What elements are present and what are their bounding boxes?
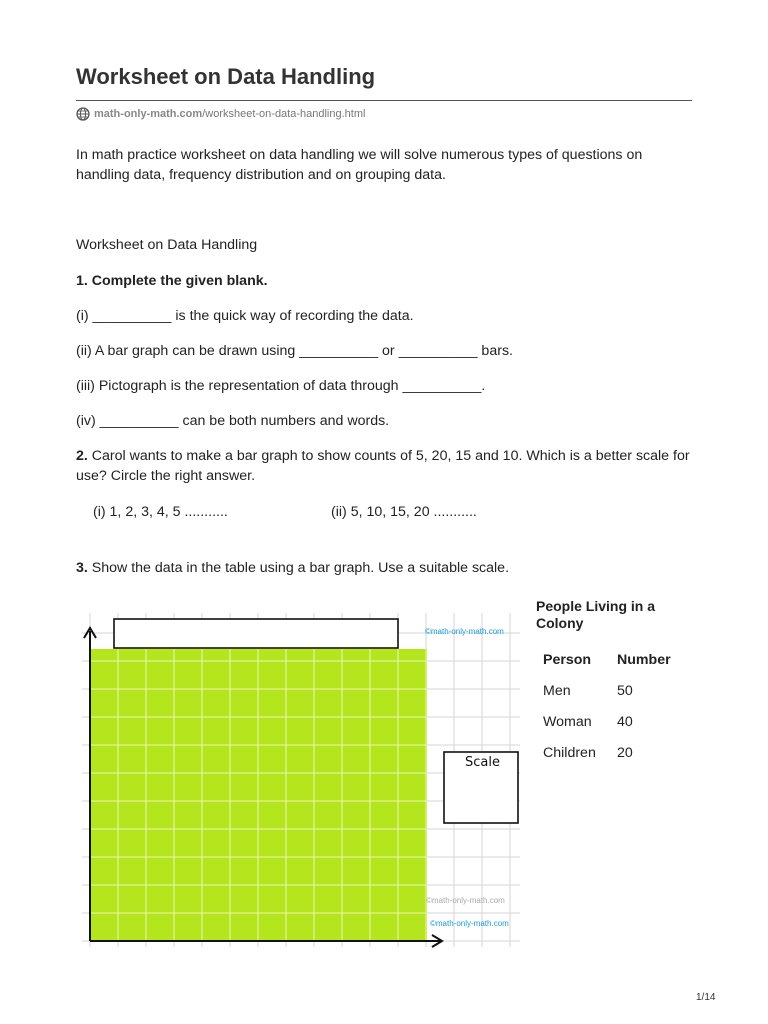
table-cell: Woman [543,714,592,730]
graph-title-box [114,619,398,648]
page-number: 1/14 [696,992,716,1003]
globe-icon [76,107,90,121]
question-3-text: Show the data in the table using a bar graph. Use a suitable scale. [87,560,510,576]
page-title: Worksheet on Data Handling [76,64,376,89]
question-1-item-i: (i) __________ is the quick way of recording the data. [76,308,414,324]
table-header-person: Person [543,652,592,668]
question-2 [76,446,696,486]
question-1-heading: 1. Complete the given blank. [76,273,268,289]
question-3 [76,558,509,578]
url-path: /worksheet-on-data-handling.html [202,108,366,120]
scale-label: Scale [465,755,500,770]
question-2-option-ii: (ii) 5, 10, 15, 20 ........... [331,504,477,520]
question-2-text: Carol wants to make a bar graph to show counts of 5, 20, 15 and 10. Which is a better scale for use? Circle the right answer. [76,448,690,484]
table-cell: 20 [617,745,633,761]
intro-paragraph: In math practice worksheet on data handling we will solve numerous types of questions on handling data, frequency distribution and on grouping data. [76,147,643,183]
watermark-bottom: ©math-only-math.com [430,919,509,928]
question-1-item-ii: (ii) A bar graph can be drawn using __________ or __________ bars. [76,343,513,359]
table-cell: 40 [617,714,633,730]
question-3-number: 3. [76,560,88,576]
worksheet-heading: Worksheet on Data Handling [76,237,258,253]
table-title: People Living in a Colony [536,598,656,631]
table-cell: Children [543,745,596,761]
blank-bar-graph-grid [60,605,530,950]
question-1-item-iv: (iv) __________ can be both numbers and words. [76,413,390,429]
question-1-item-iii: (iii) Pictograph is the representation of data through __________. [76,378,486,394]
table-cell: 50 [617,683,633,699]
source-url[interactable] [76,107,365,121]
url-domain: math-only-math.com [94,108,203,120]
question-2-number: 2. [76,448,88,464]
question-2-option-i: (i) 1, 2, 3, 4, 5 ........... [93,504,228,520]
table-header-number: Number [617,652,671,668]
title-divider [76,100,692,101]
table-cell: Men [543,683,571,699]
watermark-top: ©math-only-math.com [425,627,504,636]
watermark-mid: ©math-only-math.com [426,896,505,905]
